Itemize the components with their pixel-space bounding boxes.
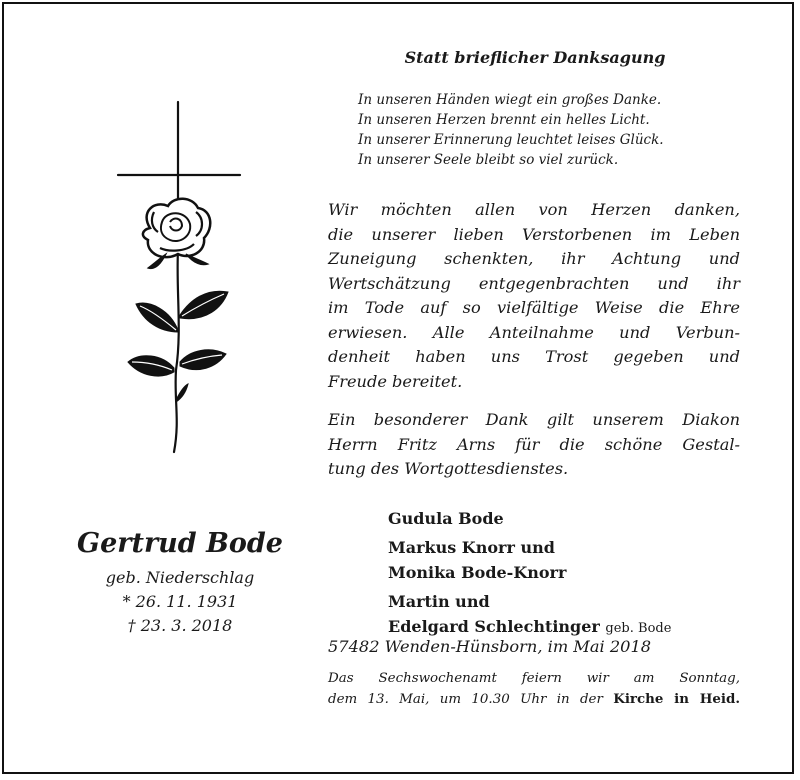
text-line: Wertschätzung entgegenbrachten und ihr (328, 273, 740, 293)
deceased-info (40, 566, 320, 638)
text-line: Herrn Fritz Arns für die schöne Gestal- (328, 434, 740, 454)
service-line (328, 689, 740, 710)
deceased-died: † 23. 3. 2018 (127, 616, 233, 635)
notice-heading: Statt brieflicher Danksagung (404, 48, 666, 67)
mourner-name: Edelgard Schlechtinger (388, 617, 600, 636)
deceased-birth-name: geb. Niederschlag (105, 568, 255, 587)
mourner-name: Martin und (388, 591, 490, 611)
mourner-group (388, 506, 671, 532)
text-line: Ein besonderer Dank gilt unserem Diakon (328, 410, 740, 429)
mourner-group (388, 589, 671, 642)
service-notice (328, 668, 740, 710)
mourner-birth-name: geb. Bode (605, 621, 672, 636)
deceased-born: * 26. 11. 1931 (122, 592, 238, 611)
mourners-list (388, 506, 671, 645)
mourner-name: Markus Knorr und (388, 537, 555, 557)
mourner-group (388, 535, 671, 586)
text-line: im Tode auf so vielfältige Weise die Ehre (328, 298, 740, 317)
text-line: Freude bereitet. (328, 371, 463, 391)
thanks-paragraph (328, 198, 740, 394)
poem-line: In unseren Händen wiegt ein großes Danke. (358, 92, 662, 108)
service-line: Das Sechswochenamt feiern wir am Sonntag, (328, 671, 740, 686)
poem-line: In unseren Herzen brennt ein helles Licht. (358, 112, 650, 128)
poem-line: In unserer Erinnerung leuchtet leises Glück. (358, 132, 664, 148)
service-location: Kirche in Heid. (613, 691, 740, 707)
poem (358, 90, 664, 170)
text-line: denheit haben uns Trost gegeben und (328, 347, 740, 366)
mourner-name: Gudula Bode (388, 509, 504, 528)
place-date: 57482 Wenden-Hünsborn, im Mai 2018 (328, 637, 652, 656)
special-thanks-paragraph (328, 408, 740, 482)
poem-line: In unserer Seele bleibt so viel zurück. (358, 152, 619, 168)
cross-rose-icon (110, 100, 250, 455)
text-line: Wir möchten allen von Herzen danken, (328, 200, 740, 219)
text-line: die unserer lieben Verstorbenen im Leben (328, 224, 740, 244)
text-line: Zuneigung schenkten, ihr Achtung und (328, 249, 740, 268)
text-line: tung des Wortgottesdienstes. (328, 459, 569, 478)
text-line: erwiesen. Alle Anteilnahme und Verbun- (328, 322, 740, 342)
service-text: dem 13. Mai, um 10.30 Uhr in der (328, 692, 603, 707)
deceased-name: Gertrud Bode (77, 528, 283, 559)
mourner-name: Monika Bode-Knorr (388, 563, 567, 582)
